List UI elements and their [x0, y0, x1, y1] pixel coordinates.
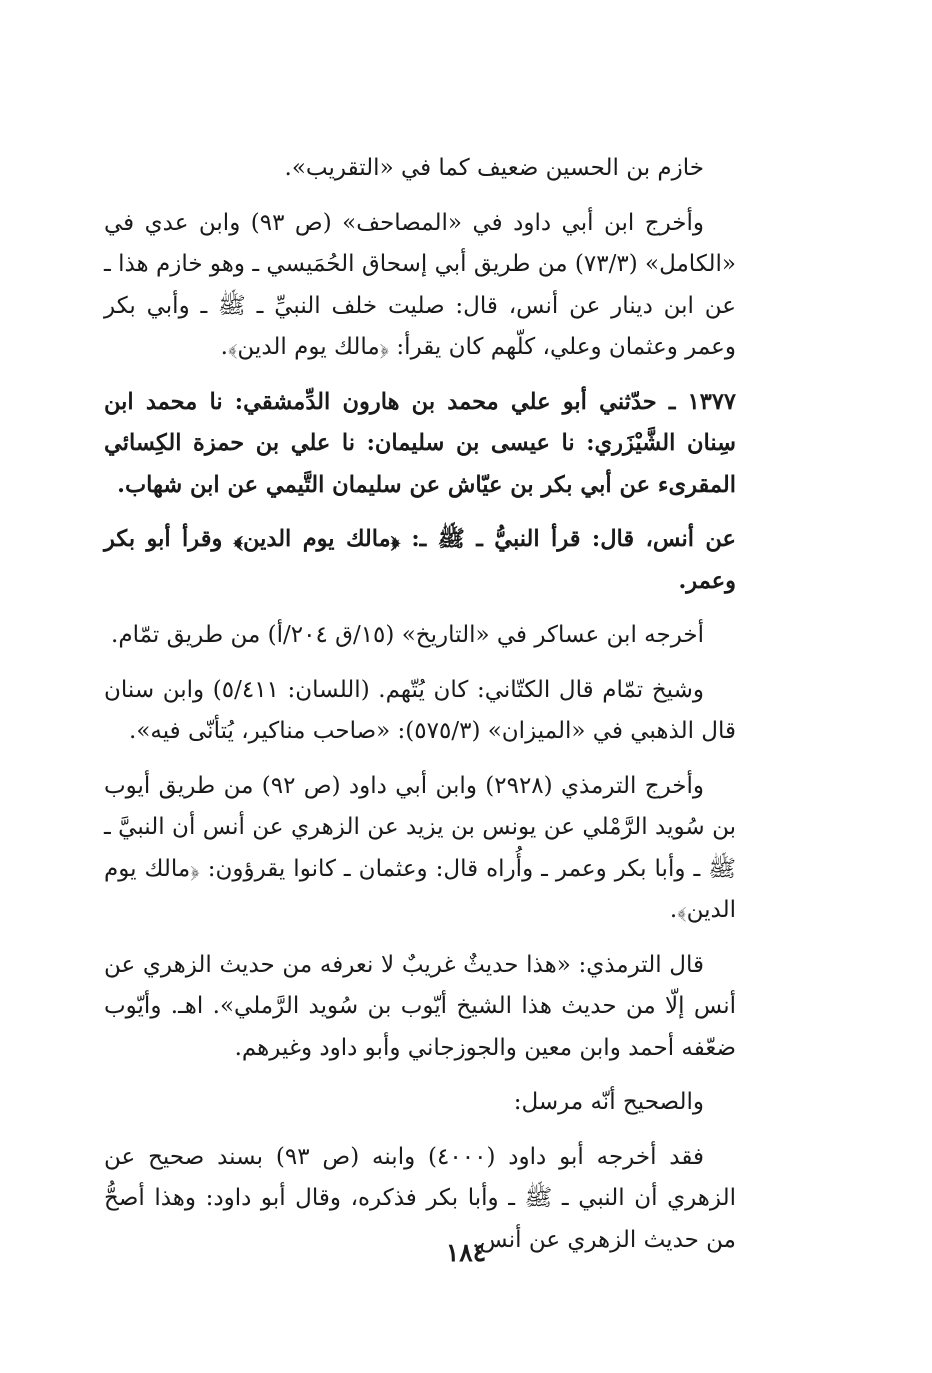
paragraph-tirmidhi-takhrij: وأخرج الترمذي (٢٩٢٨) وابن أبي داود (ص ٩٢) من طريق أيوب بن سُويد الرَّمْلي عن يونس بن يزيد عن الزهري عن أنس أن النبيَّ ـ ﷺ ـ وأبا بكر وعمر ـ وأُراه قال: وعثمان ـ كانوا يقرؤون: ﴿مالك يوم الدين﴾. [104, 772, 736, 923]
hadith-1377-matn: عن أنس، قال: قرأ النبيُّ ـ ﷺ ـ: ﴿مالك يوم الدين﴾ وقرأ أبو بكر وعمر. [104, 526, 736, 594]
paragraph-ibn-abi-dawud-masahif: وأخرج ابن أبي داود في «المصاحف» (ص ٩٣) وابن عدي في «الكامل» (٧٣/٣) من طريق أبي إسحاق الحُمَيسي ـ وهو خازم هذا ـ عن ابن دينار عن أنس، قال: صليت خلف النبيِّ ـ ﷺ ـ وأبي بكر وعمر وعثمان وعلي، كلّهم كان يقرأ: ﴿مالك يوم الدين﴾. [104, 209, 736, 360]
paragraph-tirmidhi-comment: قال الترمذي: «هذا حديثٌ غريبٌ لا نعرفه من حديث الزهري عن أنس إلّا من حديث هذا الشيخ أيّوب بن سُويد الرَّملي». اهـ. وأيّوب ضعّفه أحمد وابن معين والجوزجاني وأبو داود وغيرهم. [104, 951, 736, 1061]
hadith-1377-isnad: ١٣٧٧ ـ حدّثني أبو علي محمد بن هارون الدِّمشقي: نا محمد ابن سِنان الشَّيْزَري: نا عيسى بن سليمان: نا علي بن حمزة الكِسائي المقرىء عن أبي بكر بن عيّاش عن سليمان التَّيمي عن ابن شهاب. [104, 388, 736, 498]
paragraph-khazim-weak: خازم بن الحسين ضعيف كما في «التقريب». [284, 155, 704, 181]
page-body [104, 148, 736, 1274]
paragraph-ibn-asakir: أخرجه ابن عساكر في «التاريخ» (١٥/ق ٢٠٤/أ) من طريق تمّام. [111, 622, 704, 648]
page-number: ١٨٤ [445, 1238, 487, 1267]
paragraph-shaykh-tammam: وشيخ تمّام قال الكتّاني: كان يُتّهم. (اللسان: ٥/٤١١) وابن سنان قال الذهبي في «الميزان» (٥٧٥/٣): «صاحب مناكير، يُتأنّى فيه». [104, 676, 736, 744]
paragraph-abu-dawud-sahih: فقد أخرجه أبو داود (٤٠٠٠) وابنه (ص ٩٣) بسند صحيح عن الزهري أن النبي ـ ﷺ ـ وأبا بكر فذكره، وقال أبو داود: وهذا أصحُّ من حديث الزهري عن أنس. [104, 1143, 736, 1253]
paragraph-mursal: والصحيح أنّه مرسل: [513, 1089, 704, 1115]
